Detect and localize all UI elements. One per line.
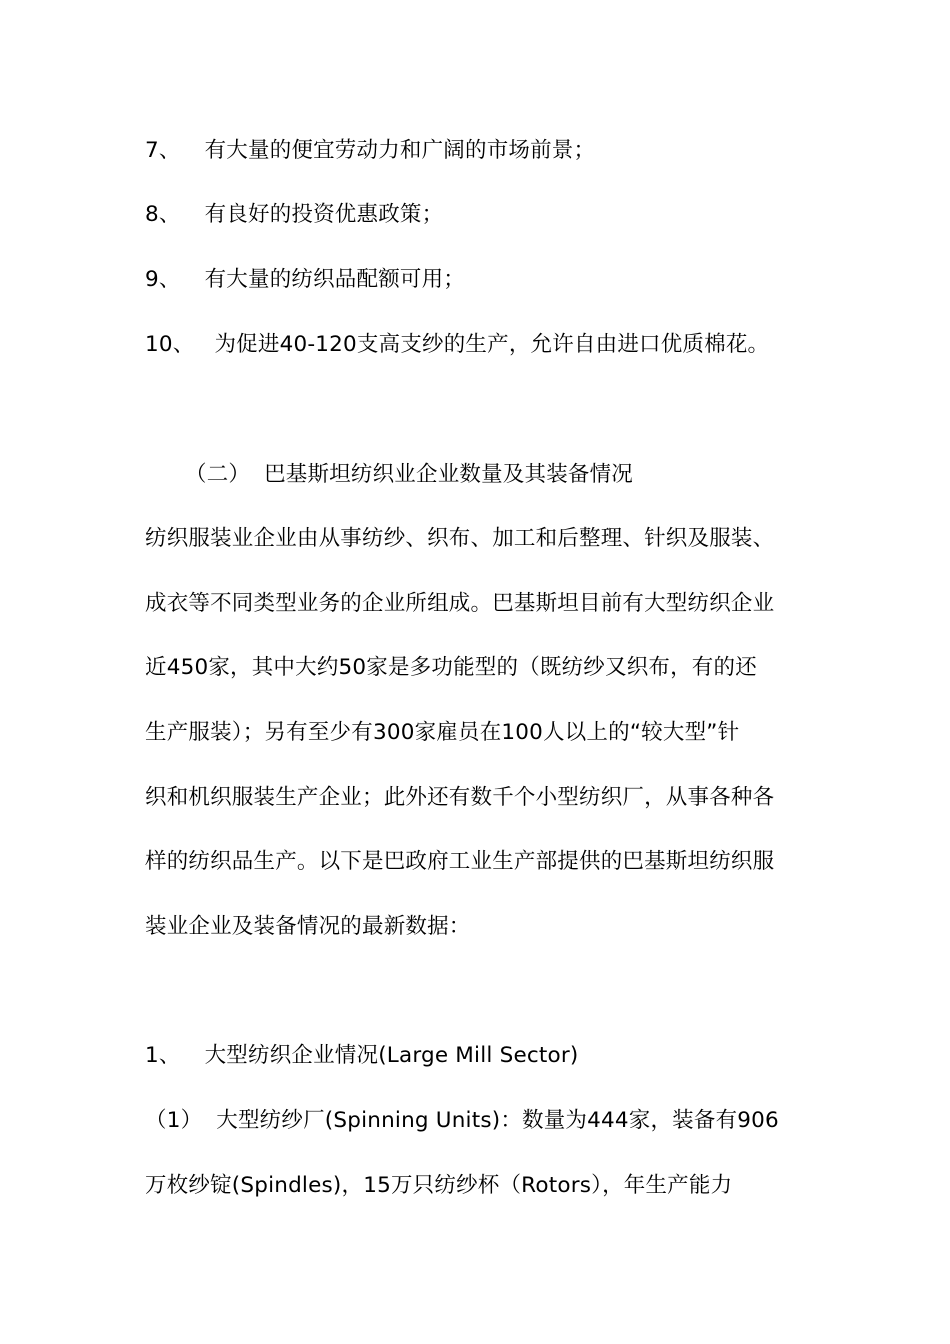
list-item-9 xyxy=(145,265,465,295)
paragraph-line: 装业企业及装备情况的最新数据： xyxy=(145,914,471,939)
list-item-7 xyxy=(145,136,595,166)
item-1-line-1 xyxy=(145,1106,779,1136)
list-text: 有大量的纺织品配额可用； xyxy=(204,267,465,292)
list-item-8 xyxy=(145,200,443,230)
list-text: 有良好的投资优惠政策； xyxy=(204,202,444,227)
list-text: 为促进40-120支高支纱的生产，允许自由进口优质棉花。 xyxy=(214,332,770,357)
list-number: 9、 xyxy=(145,267,181,292)
paragraph-line: 纺织服装业企业由从事纺纱、织布、加工和后整理、针织及服装、 xyxy=(145,526,775,551)
paragraph-line: 生产服装）；另有至少有300家雇员在100人以上的“较大型”针 xyxy=(145,720,740,745)
section-number: （二） xyxy=(185,462,251,487)
item-1-line-2: 万枚纱锭(Spindles)，15万只纺纱杯（Rotors），年生产能力 xyxy=(145,1173,733,1198)
list-number: 7、 xyxy=(145,138,181,163)
subsection-title: 大型纺织企业情况(Large Mill Sector) xyxy=(204,1043,579,1068)
section-title: 巴基斯坦纺织业企业数量及其装备情况 xyxy=(264,462,634,487)
paragraph-line: 样的纺织品生产。以下是巴政府工业生产部提供的巴基斯坦纺织服 xyxy=(145,849,775,874)
subsection-heading xyxy=(145,1041,579,1071)
list-number: 10、 xyxy=(145,332,195,357)
item-number: （1） xyxy=(145,1108,203,1133)
paragraph-line: 近450家，其中大约50家是多功能型的（既纺纱又织布，有的还 xyxy=(145,655,757,680)
subsection-number: 1、 xyxy=(145,1043,181,1068)
section-heading xyxy=(185,460,633,490)
item-text: 大型纺纱厂(Spinning Units)：数量为444家，装备有906 xyxy=(216,1108,779,1133)
list-text: 有大量的便宜劳动力和广阔的市场前景； xyxy=(204,138,596,163)
paragraph-line: 织和机织服装生产企业；此外还有数千个小型纺织厂，从事各种各 xyxy=(145,785,775,810)
list-number: 8、 xyxy=(145,202,181,227)
paragraph-line: 成衣等不同类型业务的企业所组成。巴基斯坦目前有大型纺织企业 xyxy=(145,591,775,616)
list-item-10 xyxy=(145,330,769,360)
